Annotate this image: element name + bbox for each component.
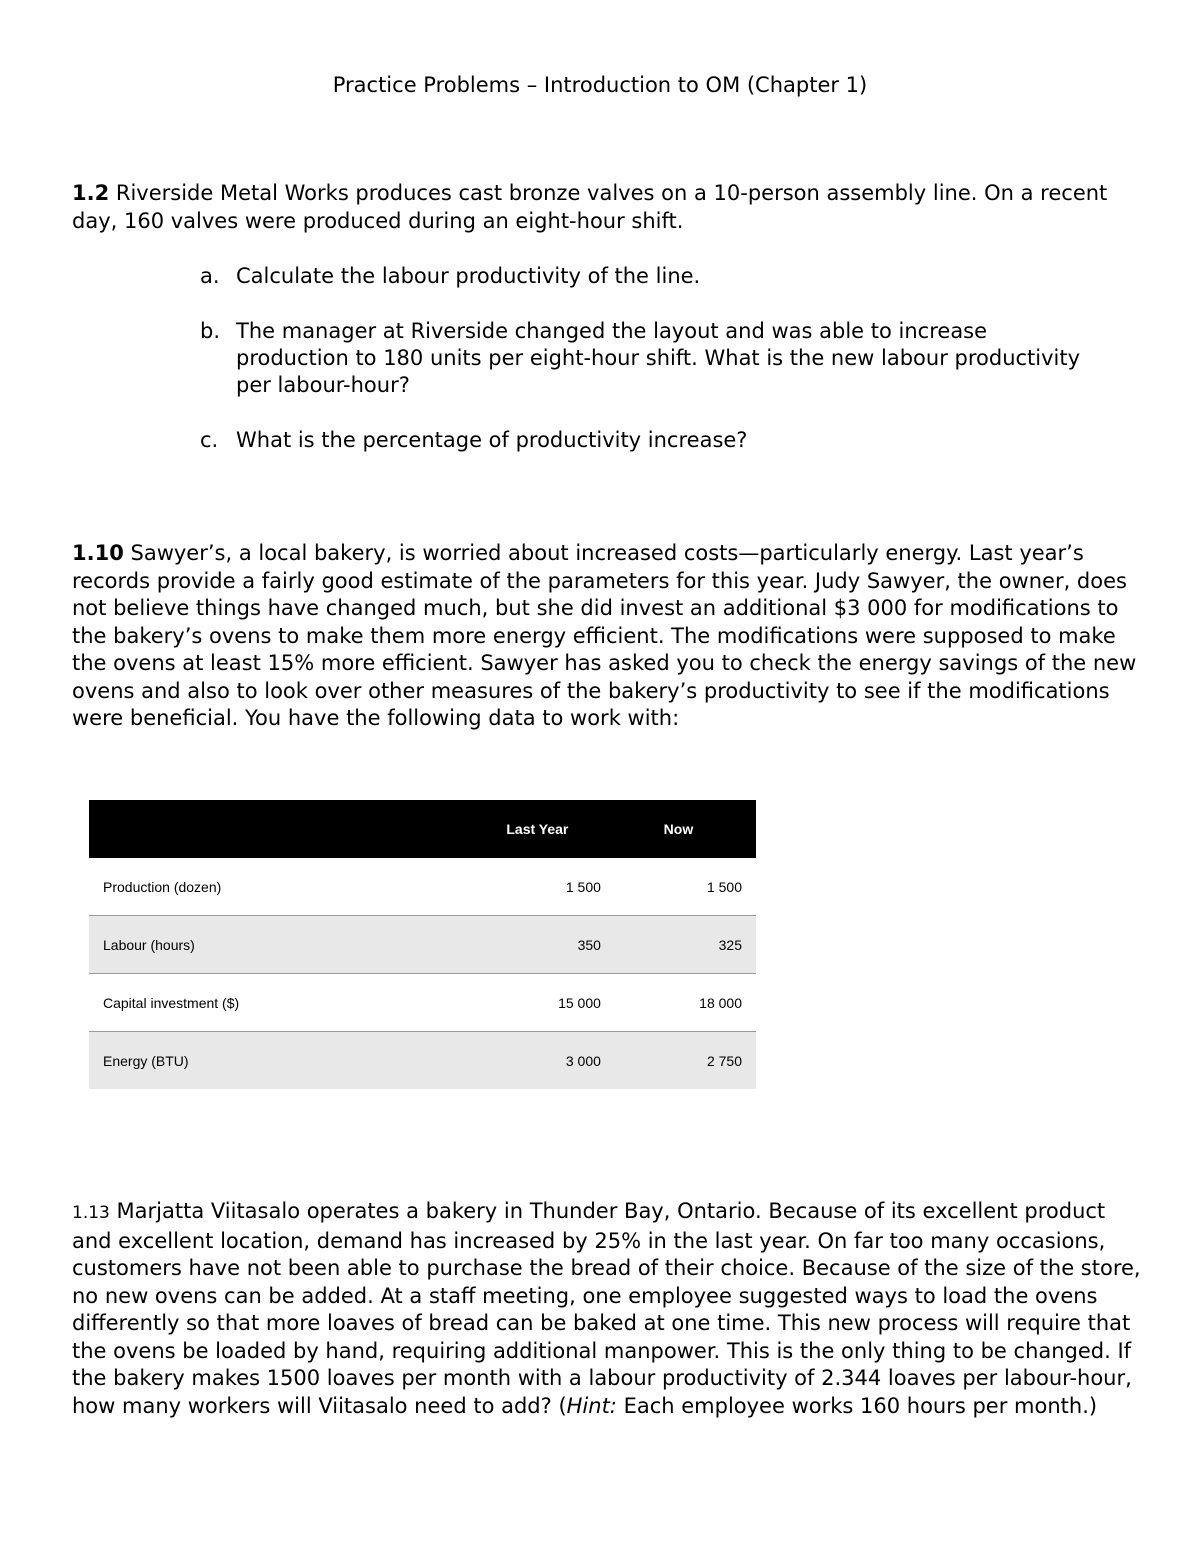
list-marker: c. xyxy=(200,428,219,452)
cell-now: 325 xyxy=(615,916,756,974)
cell-last-year: 3 000 xyxy=(474,1032,615,1090)
problem-text: Marjatta Viitasalo operates a bakery in Thunder Bay, Ontario. Because of its excellent product and excellent location, demand has increased by 25% in the last year. On far too many occasions, customers have not been able to purchase the bread of their choice. Because of the size of the store, no new ovens can be added. At a staff meeting, one employee suggested ways to load the ovens differently so that more loaves of bread can be baked at one time. This new process will require that the ovens be loaded by hand, requiring additional manpower. This is the only thing to be changed. If the bakery makes 1500 loaves per month with a labour productivity of 2.344 loaves per labour-hour, how many workers will Viitasalo need to add? ( xyxy=(72,1199,1141,1418)
header-now: Now xyxy=(615,800,756,858)
header-last-year: Last Year xyxy=(474,800,615,858)
list-item-text: The manager at Riverside changed the layout and was able to increase production to 180 units per eight-hour shift. What is the new labour productivity per labour-hour? xyxy=(236,319,1081,397)
hint-label: Hint: xyxy=(566,1393,617,1418)
problem-text: Sawyer’s, a local bakery, is worried about increased costs—particularly energy. Last year’s records provide a fairly good estimate of the parameters for this year. Judy Sawyer, the owner, does not believe things have changed much, but she did invest an additional $3 000 for modifications to the bakery’s ovens to make them more energy efficient. The modifications were supposed to make the ovens at least 15% more efficient. Sawyer has asked you to check the energy savings of the new ovens and also to look over other measures of the bakery’s productivity to see if the modifications were beneficial. You have the following data to work with: xyxy=(72,541,1137,730)
table-row xyxy=(89,858,756,916)
problem-1-10 xyxy=(72,540,1142,733)
list-item xyxy=(200,427,1100,454)
problem-text: Riverside Metal Works produces cast bronze valves on a 10-person assembly line. On a recent day, 160 valves were produced during an eight-hour shift. xyxy=(72,181,1108,233)
table-header-row xyxy=(89,800,756,858)
problem-number: 1.10 xyxy=(72,541,124,565)
row-label: Energy (BTU) xyxy=(89,1032,474,1090)
list-item xyxy=(200,263,1100,290)
table-row xyxy=(89,974,756,1032)
problem-1-2-part-a xyxy=(200,263,1100,290)
cell-last-year: 1 500 xyxy=(474,858,615,916)
header-label xyxy=(89,800,474,858)
list-item-text: What is the percentage of productivity increase? xyxy=(236,428,748,452)
row-label: Capital investment ($) xyxy=(89,974,474,1032)
page-title: Practice Problems – Introduction to OM (Chapter 1) xyxy=(332,73,868,97)
list-item xyxy=(200,318,1100,399)
list-marker: a. xyxy=(200,264,220,288)
table-row xyxy=(89,916,756,974)
data-table xyxy=(89,800,756,1089)
cell-now: 1 500 xyxy=(615,858,756,916)
row-label: Production (dozen) xyxy=(89,858,474,916)
problem-number: 1.2 xyxy=(72,181,110,205)
cell-now: 2 750 xyxy=(615,1032,756,1090)
problem-number: 1.13 xyxy=(72,1203,110,1223)
list-item-text: Calculate the labour productivity of the line. xyxy=(236,264,701,288)
cell-now: 18 000 xyxy=(615,974,756,1032)
list-marker: b. xyxy=(200,319,221,343)
problem-1-2-part-b xyxy=(200,318,1100,399)
cell-last-year: 350 xyxy=(474,916,615,974)
problem-1-2 xyxy=(72,180,1142,235)
problem-1-13 xyxy=(72,1198,1142,1420)
cell-last-year: 15 000 xyxy=(474,974,615,1032)
row-label: Labour (hours) xyxy=(89,916,474,974)
table-row xyxy=(89,1032,756,1090)
problem-1-2-part-c xyxy=(200,427,1100,454)
hint-text: Each employee works 160 hours per month.) xyxy=(616,1393,1098,1418)
